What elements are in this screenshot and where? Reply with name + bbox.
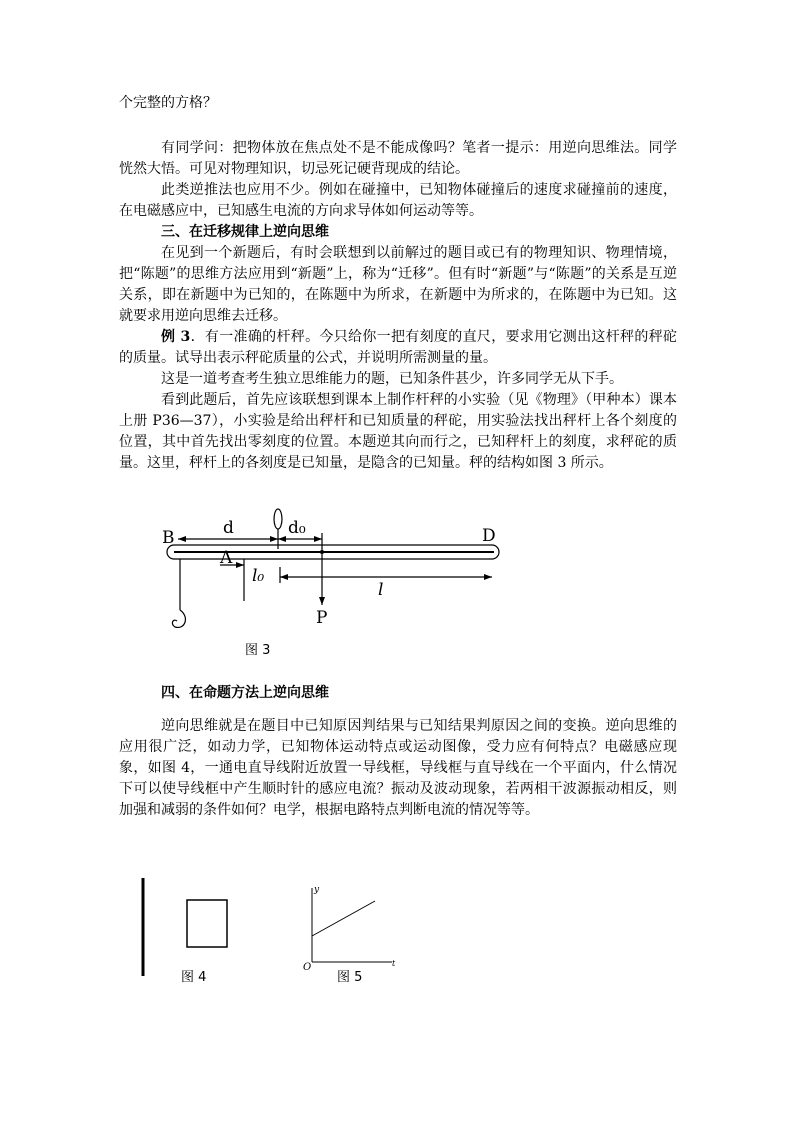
figure-4-caption: 图 4	[181, 970, 207, 985]
paragraph-continuation: 个完整的方格？	[119, 95, 217, 111]
section-heading-3: 三、在迁移规律上逆向思维	[161, 224, 329, 240]
label-B: B	[162, 528, 175, 548]
hook	[172, 610, 185, 627]
paragraph-1: 有同学问：把物体放在焦点处不是不能成像吗？笔者一提示：用逆向思维法。同学恍然大悟。可见对物理知识，切忌死记硬背现成的结论。	[119, 140, 677, 177]
origin-label: O	[303, 962, 312, 973]
label-l: l	[378, 580, 384, 600]
paragraph-6: 逆向思维就是在题目中已知原因判结果与已知结果判原因之间的变换。逆向思维的应用很广泛，如动力学，已知物体运动特点或运动图像，受力应有何特点？电磁感应现象，如图 4，一通电直导线附近放置一导线框，导线框与直导线在一个平面内，什么情况下可以使导线框中产生顺时针的感应电流？振动及波动现象，若两相干波源振动相反，则加强和减弱的条件如何？电学，根据电路特点判断电流的情况等等。	[119, 718, 677, 818]
label-d0: d₀	[288, 518, 306, 538]
label-d: d	[223, 518, 234, 538]
example-3	[119, 327, 677, 369]
wire-loop	[187, 900, 227, 947]
figure-5-graph	[300, 884, 400, 974]
label-l0: l₀	[252, 566, 265, 586]
paragraph-5: 看到此题后，首先应该联想到课本上制作杆秤的小实验（见《物理》（甲种本）课本上册 P36—37），小实验是给出秤杆和已知质量的秤砣，用实验法找出秤杆上各个刻度的位置，其中首先找出零刻度的位置。本题逆其向而行之，已知秤杆上的刻度，求秤砣的质量。这里，秤杆上的各刻度是已知量，是隐含的已知量。秤的结构如图 3 所示。	[119, 392, 677, 471]
graph-line	[312, 901, 375, 936]
section-heading-4: 四、在命题方法上逆向思维	[161, 685, 329, 701]
paragraph-3: 在见到一个新题后，有时会联想到以前解过的题目或已有的物理知识、物理情境，把“陈题”的思维方法应用到“新题”上，称为“迁移”。但有时“新题”与“陈题”的关系是互逆关系，即在新题中为已知的，在陈题中为所求，在新题中为所求的，在陈题中为已知。这就要求用逆向思维去迁移。	[119, 245, 677, 324]
example-label: 例 3	[161, 329, 191, 345]
x-axis-label: t	[392, 959, 396, 968]
label-P: P	[316, 608, 328, 628]
figure-3-steelyard	[160, 505, 520, 635]
example-text: ．有一准确的杆秤。今只给你一把有刻度的直尺，要求用它测出这杆秤的秤砣的质量。试导出表示秤砣质量的公式，并说明所需测量的量。	[119, 329, 677, 366]
paragraph-4: 这是一道考查考生独立思维能力的题，已知条件甚少，许多同学无从下手。	[161, 371, 623, 387]
paragraph-2: 此类逆推法也应用不少。例如在碰撞中，已知物体碰撞后的速度求碰撞前的速度，在电磁感应中，已知感生电流的方向求导体如何运动等等。	[119, 182, 677, 219]
figure-4-wire-loop	[138, 876, 238, 978]
figure-3-caption: 图 3	[245, 643, 271, 658]
lifting-ring	[274, 509, 282, 529]
figure-5-caption: 图 5	[337, 970, 363, 985]
label-A: A	[220, 548, 233, 568]
y-axis-label: y	[314, 885, 320, 895]
label-D: D	[482, 526, 496, 546]
